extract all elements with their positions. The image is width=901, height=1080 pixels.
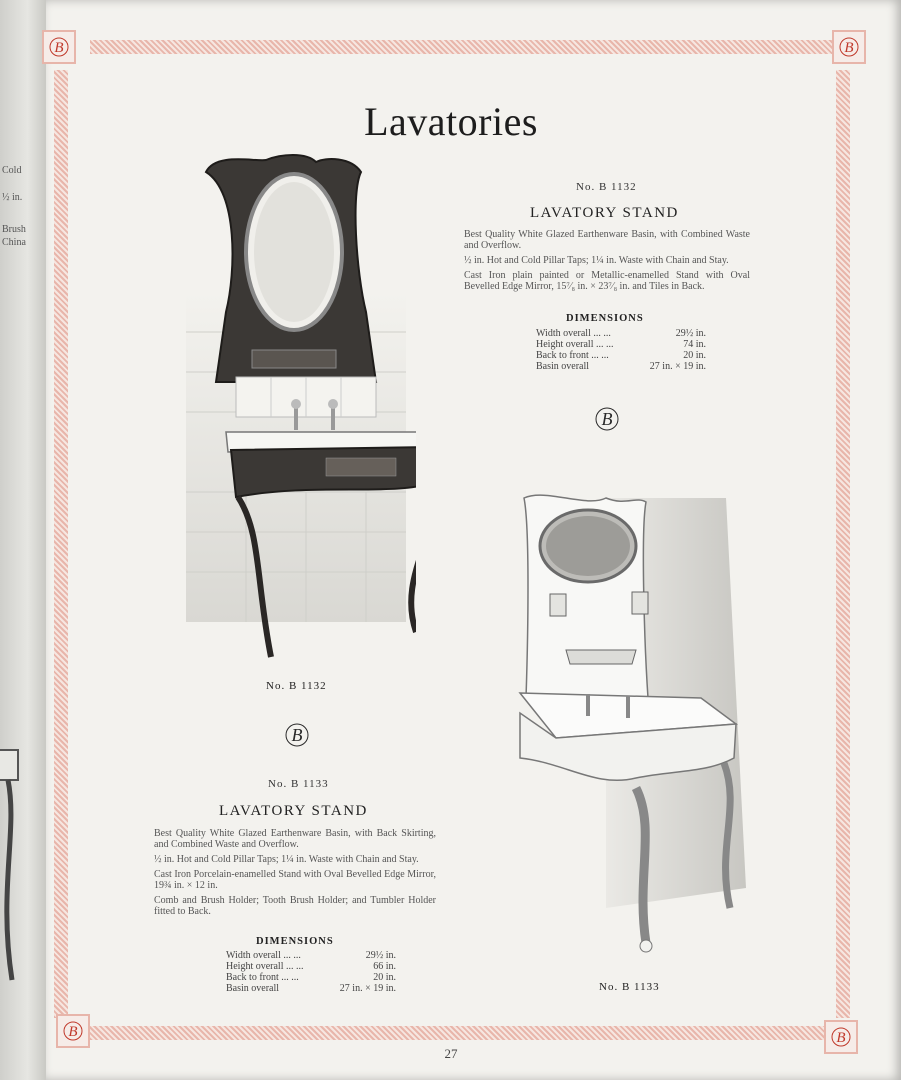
svg-text:B: B — [844, 40, 854, 56]
dimension-row: Width overall ... ... 29½ in. — [536, 328, 706, 339]
dimension-row: Height overall ... ... 74 in. — [536, 339, 706, 350]
prev-page-stand-illustration — [0, 740, 20, 990]
prev-page-fragment: China — [2, 237, 26, 248]
dimensions-heading-b1133: DIMENSIONS — [256, 936, 334, 947]
description-line: Cast Iron Porcelain-enamelled Stand with Oval Bevelled Edge Mirror, 19¾ in. × 12 in. — [154, 869, 436, 891]
dimension-row: Basin overall 27 in. × 19 in. — [226, 983, 396, 994]
monogram-icon — [594, 406, 620, 432]
product-description-b1132 — [464, 229, 750, 296]
dimensions-heading-b1132: DIMENSIONS — [566, 313, 644, 324]
catalogue-page — [46, 0, 901, 1080]
product-description-b1133 — [154, 828, 436, 921]
description-line: Best Quality White Glazed Earthenware Basin, with Combined Waste and Overflow. — [464, 229, 750, 251]
border-bottom — [90, 1026, 834, 1040]
prev-page-fragment: Cold — [2, 165, 22, 176]
product-heading-b1132: LAVATORY STAND — [530, 205, 679, 221]
dimensions-table-b1133 — [226, 950, 396, 994]
page-number: 27 — [444, 1046, 458, 1061]
description-line: Best Quality White Glazed Earthenware Basin, with Back Skirting, and Combined Waste and Overflow. — [154, 828, 436, 850]
description-line: Comb and Brush Holder; Tooth Brush Holder; and Tumbler Holder fitted to Back. — [154, 895, 436, 917]
monogram-icon — [284, 722, 310, 748]
svg-text:B: B — [291, 725, 303, 745]
corner-monogram-icon — [832, 30, 866, 64]
corner-monogram-icon — [42, 30, 76, 64]
description-line: Cast Iron plain painted or Metallic-enamelled Stand with Oval Bevelled Edge Mirror, 15⁷⁄₈ in. × 23⁷⁄₈ in. and Tiles in Back. — [464, 270, 750, 292]
dimension-row: Back to front ... ... 20 in. — [536, 350, 706, 361]
prev-page-fragment: ½ in. — [2, 192, 23, 203]
corner-monogram-icon — [56, 1014, 90, 1048]
description-line: ½ in. Hot and Cold Pillar Taps; 1¼ in. Waste with Chain and Stay. — [154, 854, 419, 865]
dimensions-table-b1132 — [536, 328, 706, 372]
dimension-row: Width overall ... ... 29½ in. — [226, 950, 396, 961]
lavatory-stand-b1132-illustration — [166, 152, 416, 662]
dimension-row: Back to front ... ... 20 in. — [226, 972, 396, 983]
dimension-row: Height overall ... ... 66 in. — [226, 961, 396, 972]
svg-text:B: B — [68, 1024, 78, 1040]
figure-caption-b1133: No. B 1133 — [599, 981, 660, 993]
prev-page-fragment: Brush — [2, 224, 26, 235]
figure-caption-b1132: No. B 1132 — [266, 680, 327, 692]
border-top — [90, 40, 834, 54]
description-line: ½ in. Hot and Cold Pillar Taps; 1¼ in. Waste with Chain and Stay. — [464, 255, 729, 266]
dimension-row: Basin overall 27 in. × 19 in. — [536, 361, 706, 372]
svg-text:B: B — [601, 409, 613, 429]
page-title: Lavatories — [364, 99, 538, 144]
product-number-b1132: No. B 1132 — [576, 181, 637, 193]
svg-text:B: B — [836, 1030, 846, 1046]
product-heading-b1133: LAVATORY STAND — [219, 803, 368, 819]
lavatory-stand-b1133-illustration — [486, 488, 746, 958]
previous-page-edge — [0, 0, 46, 1080]
border-right — [836, 70, 850, 1018]
svg-text:B: B — [54, 40, 64, 56]
border-left — [54, 70, 68, 1018]
product-number-b1133: No. B 1133 — [268, 778, 329, 790]
